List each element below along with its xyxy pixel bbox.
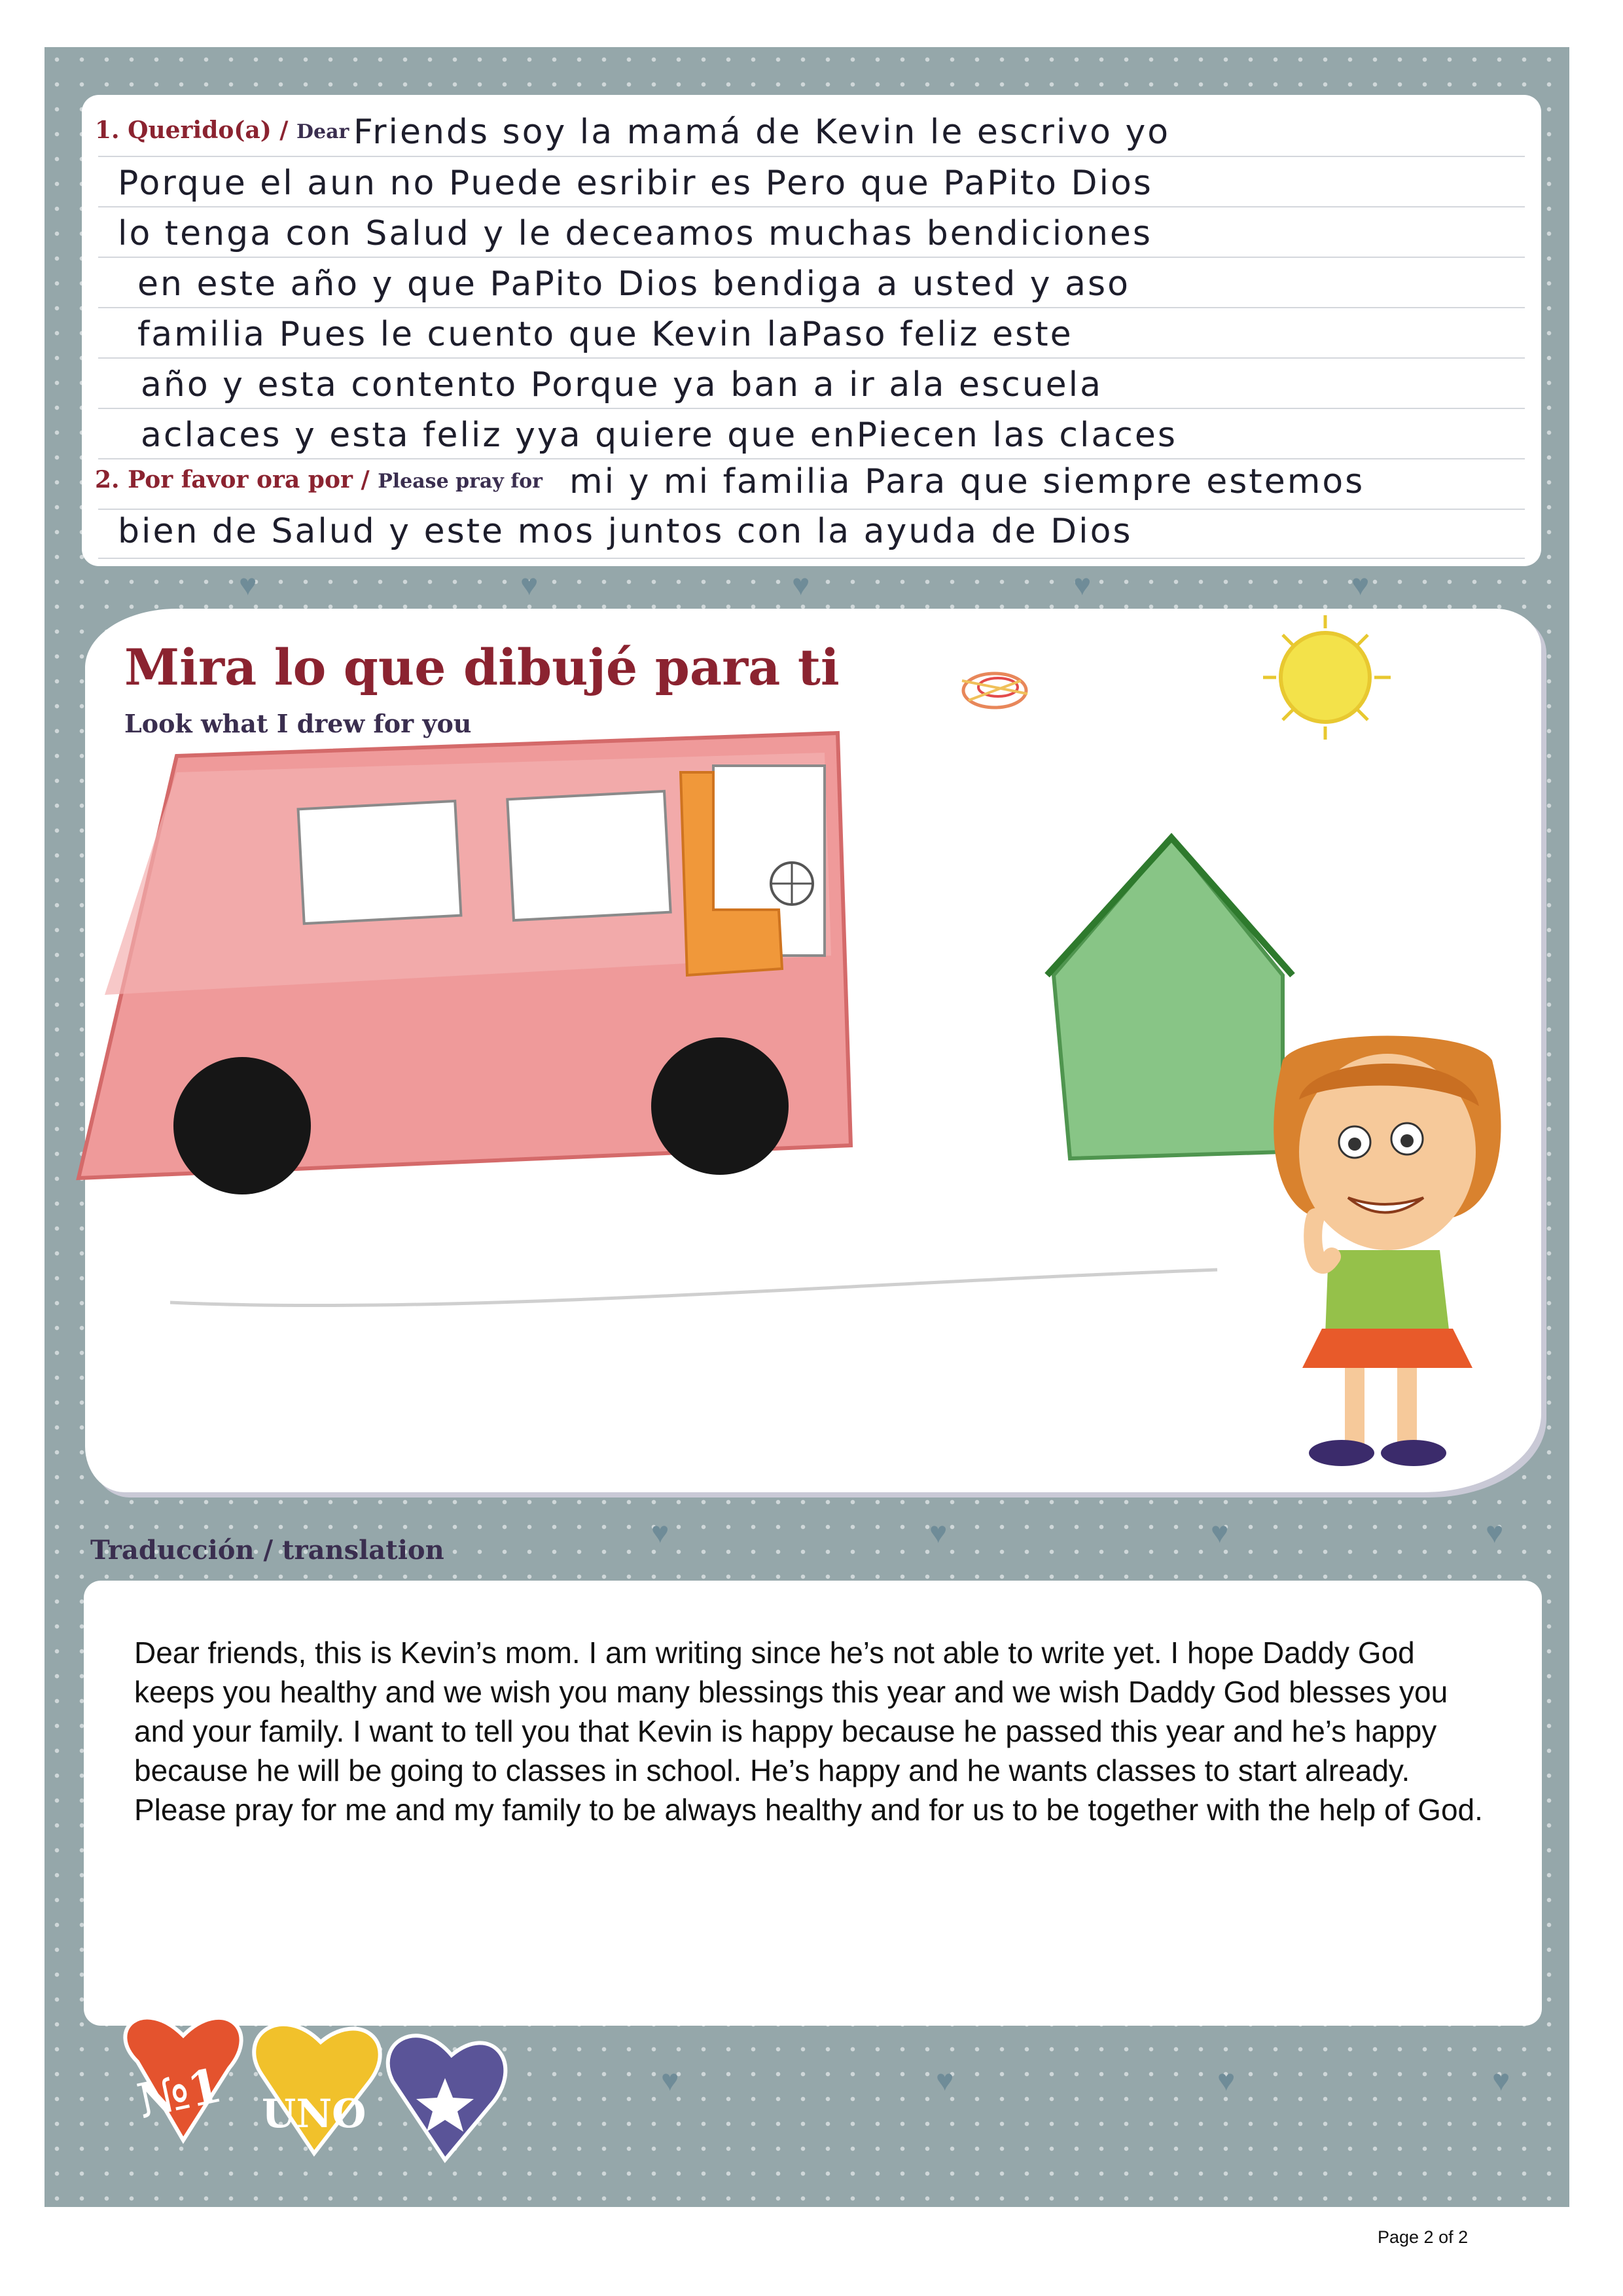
logo-word: UNO — [262, 2091, 366, 2137]
heart-icon: ♥ — [1217, 2063, 1236, 2097]
heart-icon: ♥ — [1351, 567, 1370, 601]
logo-number: №1 — [132, 2056, 226, 2129]
heart-icon: ♥ — [651, 1515, 669, 1549]
translation-label: Traducción / translation — [90, 1535, 444, 1566]
heart-icon: ♥ — [1073, 567, 1092, 601]
handwritten-line: año y esta contento Porque ya ban a ir ala escuela — [141, 365, 1103, 404]
pray-prompt-es: 2. Por favor ora por / — [95, 466, 370, 493]
handwritten-line: mi y mi familia Para que siempre estemos — [569, 462, 1365, 501]
dear-prompt-es: 1. Querido(a) / — [95, 117, 289, 144]
pray-prompt-en: Please pray for — [378, 470, 543, 493]
handwritten-line: familia Pues le cuento que Kevin laPaso feliz este — [137, 315, 1073, 354]
heart-icon: ♥ — [661, 2063, 679, 2097]
heart-icon: ♥ — [936, 2063, 954, 2097]
heart-icon: ♥ — [792, 567, 810, 601]
heart-icon: ♥ — [1211, 1515, 1229, 1549]
handwritten-line: Friends soy la mamá de Kevin le escrivo yo — [353, 113, 1171, 152]
handwritten-line: en este año y que PaPito Dios bendiga a usted y aso — [137, 264, 1130, 304]
handwritten-line: bien de Salud y este mos juntos con la ayuda de Dios — [118, 512, 1133, 551]
handwritten-line: Porque el aun no Puede esribir es Pero que PaPito Dios — [118, 164, 1153, 203]
heart-icon: ♥ — [520, 567, 539, 601]
heart-icon: ♥ — [239, 567, 257, 601]
heart-icon: ♥ — [929, 1515, 948, 1549]
dear-prompt-en: Dear — [296, 120, 349, 143]
page-number: Page 2 of 2 — [1378, 2227, 1469, 2247]
heart-icon: ♥ — [1492, 2063, 1510, 2097]
drawing-title: Mira lo que dibujé para ti — [124, 638, 840, 696]
handwritten-line: aclaces y esta feliz yya quiere que enPiecen las claces — [141, 416, 1177, 455]
handwritten-line: lo tenga con Salud y le deceamos muchas bendiciones — [118, 214, 1152, 253]
translation-text: Dear friends, this is Kevin’s mom. I am writing since he’s not able to write yet. I hope Daddy God keeps you healthy and we wish you many blessings this year and we wish Daddy God blesses you and your family. I want to tell you that Kevin is happy because he passed this year and he’s happy because he will be going to classes in school. He’s happy and he wants classes to start already. Please pray for me and my family to be always healthy and for us to be together with the help of God. — [134, 1636, 1483, 1827]
drawing-subtitle: Look what I drew for you — [124, 709, 472, 738]
heart-icon: ♥ — [1486, 1515, 1504, 1549]
